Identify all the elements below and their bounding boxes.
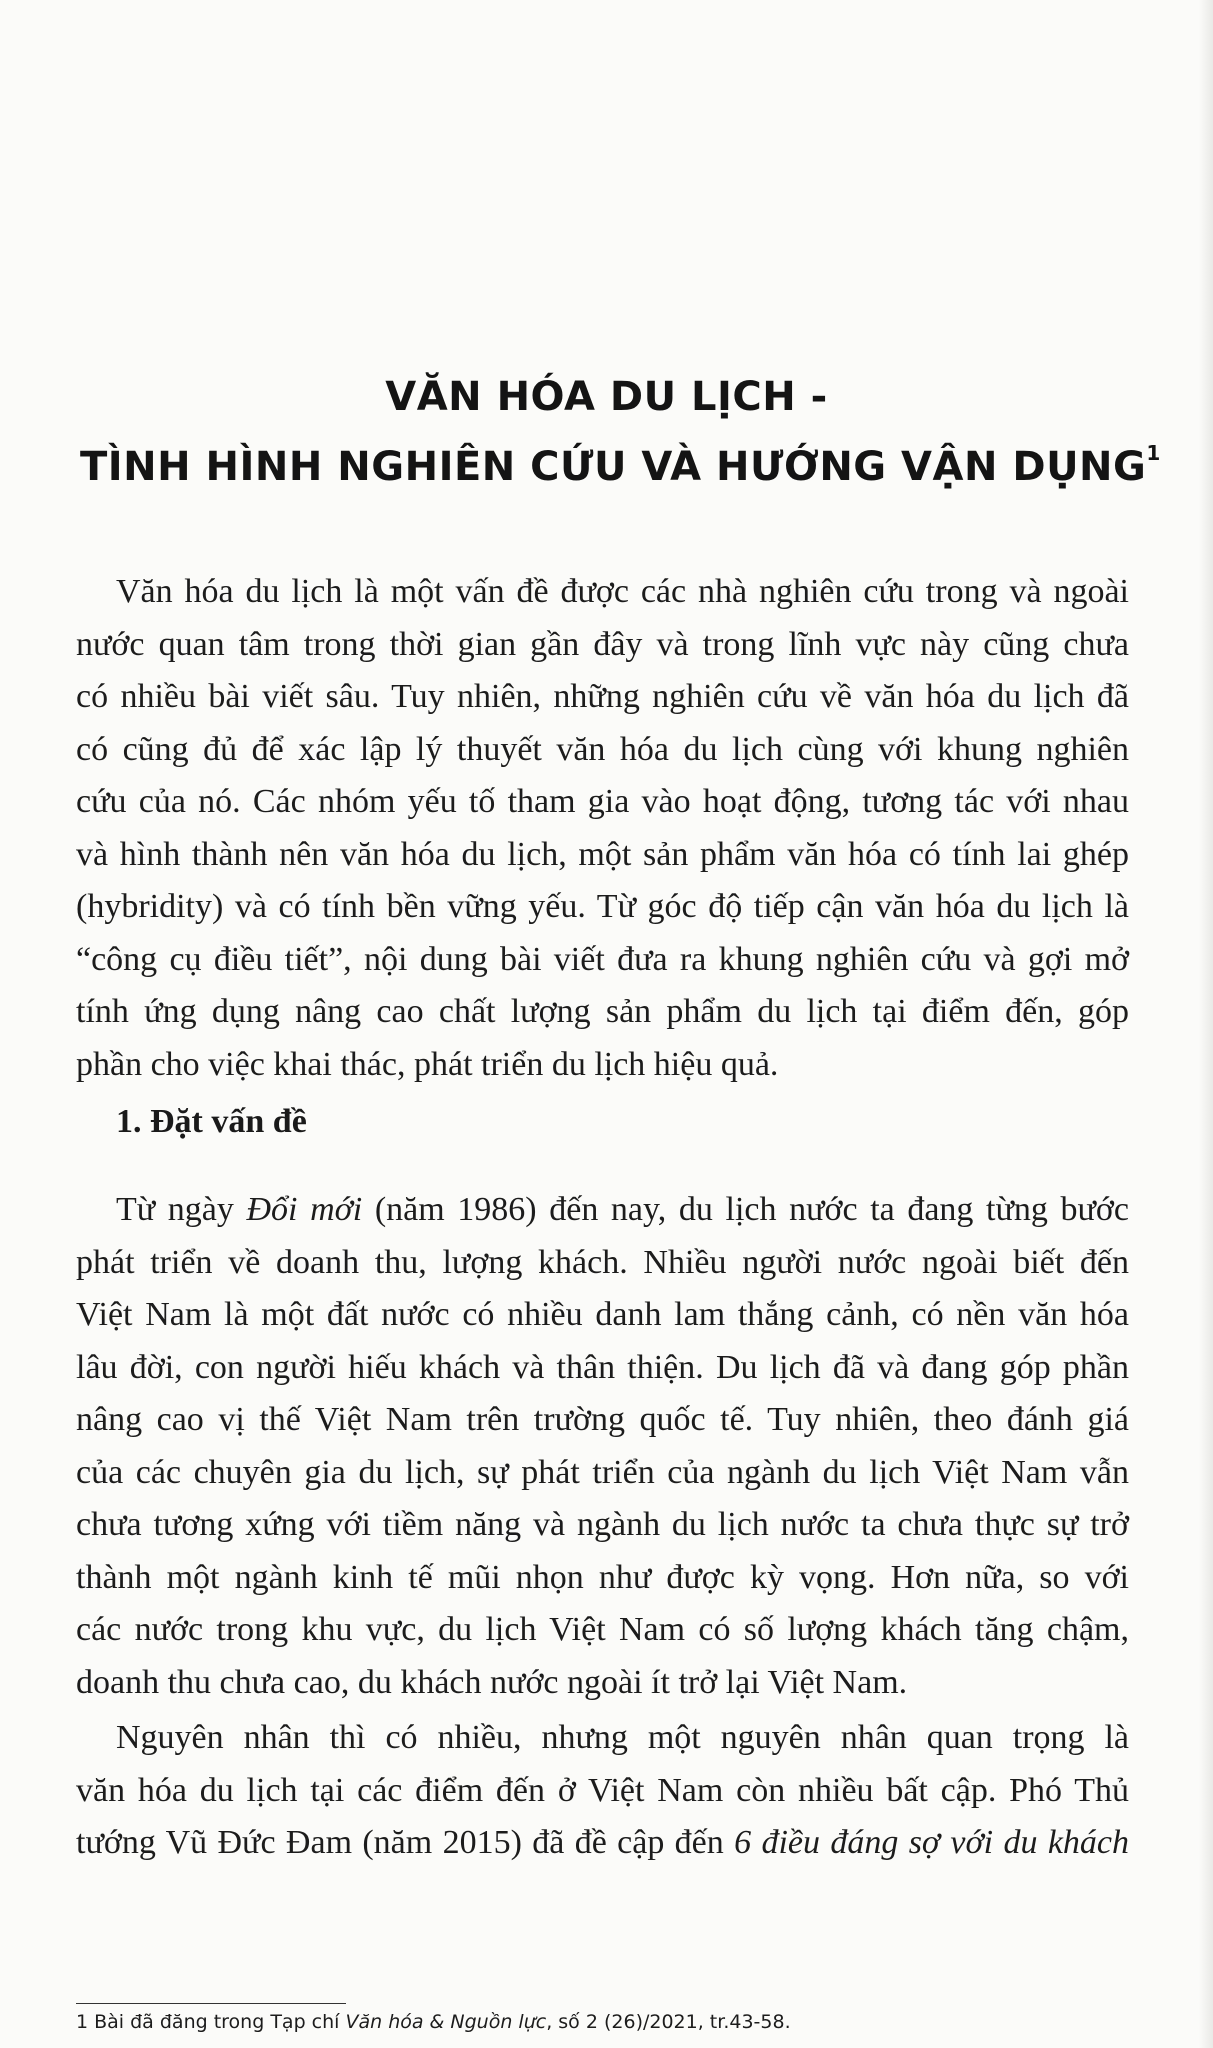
journal-name: Văn hóa & Nguồn lực: [345, 2011, 547, 2033]
paragraph-line: chưa tương xứng với tiềm năng và ngành du lịch nước ta chưa thực sự trở: [76, 1506, 1129, 1543]
paragraph-line: Việt Nam là một đất nước có nhiều danh lam thắng cảnh, có nền văn hóa: [76, 1296, 1129, 1333]
text-run: Từ ngày: [116, 1191, 247, 1228]
italic-phrase: 6 điều đáng sợ với du khách: [734, 1824, 1129, 1861]
paragraph-line: [76, 1184, 1129, 1237]
footnote-reference: 1: [1146, 441, 1161, 465]
footnote: [76, 2008, 791, 2036]
paragraph-line: các nước trong khu vực, du lịch Việt Nam có số lượng khách tăng chậm,: [76, 1611, 1129, 1648]
paragraph-line: lâu đời, con người hiếu khách và thân thiện. Du lịch đã và đang góp phần: [76, 1348, 1129, 1386]
paragraph-line: phát triển về doanh thu, lượng khách. Nhiều người nước ngoài biết đến: [76, 1243, 1129, 1281]
paragraph-line: văn hóa du lịch tại các điểm đến ở Việt Nam còn nhiều bất cập. Phó Thủ: [76, 1771, 1129, 1809]
chapter-title-line-2-text: TÌNH HÌNH NGHIÊN CỨU VÀ HƯỚNG VẬN DỤNG: [80, 444, 1147, 490]
abstract-line: có nhiều bài viết sâu. Tuy nhiên, những nghiên cứu về văn hóa du lịch đã: [76, 678, 1129, 715]
paragraph-line: của các chuyên gia du lịch, sự phát triển của ngành du lịch Việt Nam vẫn: [76, 1453, 1129, 1491]
section-heading: 1. Đặt vấn đề: [116, 1103, 307, 1140]
abstract-line: có cũng đủ để xác lập lý thuyết văn hóa du lịch cùng với khung nghiên: [76, 730, 1129, 768]
paragraph-line: doanh thu chưa cao, du khách nước ngoài ít trở lại Việt Nam.: [76, 1663, 908, 1701]
section-paragraph-1: [76, 1184, 1129, 1709]
paragraph-line: nâng cao vị thế Việt Nam trên trường quốc tế. Tuy nhiên, theo đánh giá: [76, 1401, 1129, 1438]
abstract-line: và hình thành nên văn hóa du lịch, một sản phẩm văn hóa có tính lai ghép: [76, 835, 1129, 873]
paragraph-line: Nguyên nhân thì có nhiều, nhưng một nguyên nhân quan trọng là: [116, 1719, 1129, 1756]
abstract-line: “công cụ điều tiết”, nội dung bài viết đưa ra khung nghiên cứu và gợi mở: [76, 940, 1129, 978]
footnote-text: , số 2 (26)/2021, tr.43-58.: [546, 2011, 791, 2033]
page-edge-shadow: [1199, 0, 1213, 2048]
italic-term: Đổi mới: [246, 1191, 363, 1228]
paragraph-line: [76, 1817, 1129, 1870]
chapter-title: [80, 362, 1161, 502]
chapter-title-line-2: [80, 432, 1161, 502]
footnote-text: 1 Bài đã đăng trong Tạp chí: [76, 2011, 346, 2033]
abstract-line: nước quan tâm trong thời gian gần đây và trong lĩnh vực này cũng chưa: [76, 625, 1129, 663]
abstract-paragraph: [76, 566, 1129, 1091]
text-run: tướng Vũ Đức Đam (năm 2015) đã đề cập đến: [76, 1824, 735, 1861]
section-paragraph-2: [76, 1712, 1129, 1870]
abstract-line: phần cho việc khai thác, phát triển du lịch hiệu quả.: [76, 1045, 779, 1083]
footnote-divider: [76, 2003, 346, 2004]
text-run: (năm 1986) đến nay, du lịch nước ta đang từng bước: [362, 1191, 1129, 1228]
abstract-line: (hybridity) và có tính bền vững yếu. Từ góc độ tiếp cận văn hóa du lịch là: [76, 888, 1129, 925]
chapter-title-line-1: VĂN HÓA DU LỊCH -: [385, 374, 828, 420]
paragraph-line: thành một ngành kinh tế mũi nhọn như được kỳ vọng. Hơn nữa, so với: [76, 1558, 1129, 1596]
abstract-line: tính ứng dụng nâng cao chất lượng sản phẩm du lịch tại điểm đến, góp: [76, 993, 1129, 1030]
abstract-line: Văn hóa du lịch là một vấn đề được các nhà nghiên cứu trong và ngoài: [116, 573, 1129, 610]
abstract-line: cứu của nó. Các nhóm yếu tố tham gia vào hoạt động, tương tác với nhau: [76, 783, 1129, 820]
